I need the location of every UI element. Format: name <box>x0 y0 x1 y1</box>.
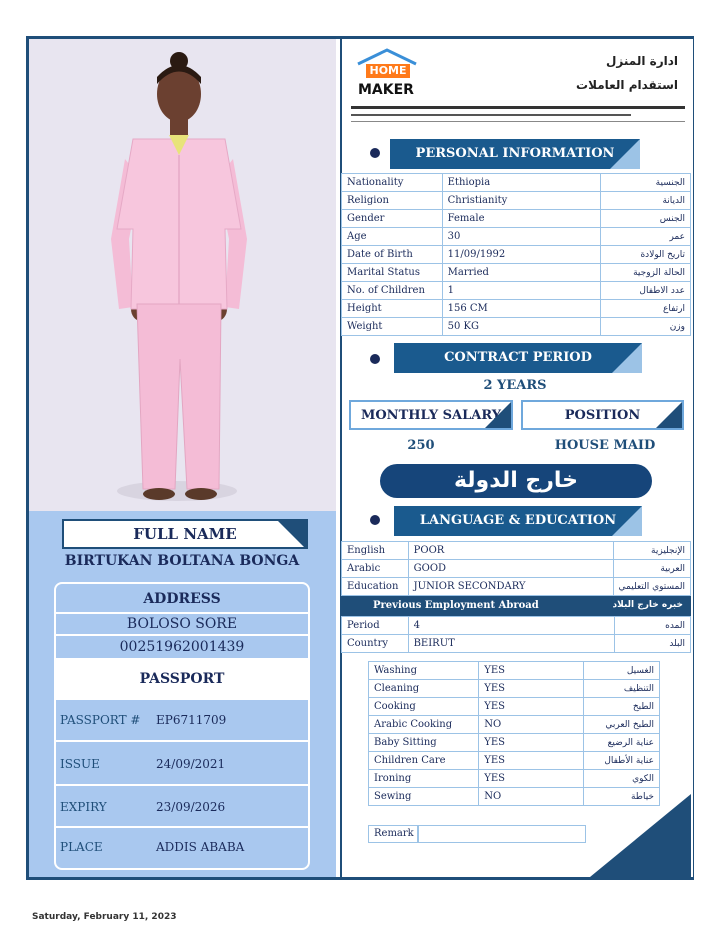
row-value: POOR <box>408 542 613 560</box>
passport-label: PASSPORT <box>56 658 308 700</box>
row-value: YES <box>479 698 583 716</box>
bullet-icon <box>370 148 380 158</box>
position-text: POSITION <box>564 408 641 423</box>
label-corner-icon <box>656 402 682 428</box>
row-label: Sewing <box>369 788 479 806</box>
previous-employment-table <box>341 616 691 653</box>
row-label-ar: البلد <box>615 635 691 653</box>
row-value: YES <box>479 680 583 698</box>
row-label-ar: الطبخ <box>583 698 659 716</box>
remark-value <box>418 825 586 843</box>
agency-name-ar: ادارة المنزل <box>606 54 678 68</box>
row-label-ar: العربية <box>613 560 690 578</box>
passport-number-value: EP6711709 <box>156 713 227 727</box>
row-value: Ethiopia <box>442 174 600 192</box>
table-row <box>342 264 691 282</box>
monthly-salary-value: 250 <box>407 438 435 453</box>
row-value: NO <box>479 788 583 806</box>
passport-issue-row <box>56 744 308 786</box>
row-label: Children Care <box>369 752 479 770</box>
row-label-ar: تاريخ الولادة <box>600 246 690 264</box>
position-value: HOUSE MAID <box>554 438 656 453</box>
row-value: Christianity <box>442 192 600 210</box>
expiry-date-value: 23/09/2026 <box>156 800 226 814</box>
previous-employment-title-ar: خبره خارج البلاد <box>612 600 683 610</box>
row-label: Marital Status <box>342 264 443 282</box>
row-label: Nationality <box>342 174 443 192</box>
expiry-date-label: EXPIRY <box>60 800 107 814</box>
table-row <box>342 542 691 560</box>
row-label-ar: عناية الأطفال <box>583 752 659 770</box>
logo-text-maker: MAKER <box>358 82 414 98</box>
row-value: GOOD <box>408 560 613 578</box>
issue-date-label: ISSUE <box>60 757 100 771</box>
row-label-ar: الجنسية <box>600 174 690 192</box>
footer-date: Saturday, February 11, 2023 <box>32 912 177 922</box>
passport-place-row <box>56 830 308 870</box>
address-line: BOLOSO SORE <box>56 612 308 634</box>
previous-employment-title: Previous Employment Abroad <box>373 600 539 611</box>
table-row <box>342 246 691 264</box>
table-row <box>369 698 660 716</box>
table-row <box>342 300 691 318</box>
header-corner-icon <box>612 506 642 536</box>
logo-text-home: HOME <box>369 64 407 77</box>
row-label: English <box>342 542 409 560</box>
row-value: 50 KG <box>442 318 600 336</box>
row-label: Ironing <box>369 770 479 788</box>
row-value: Married <box>442 264 600 282</box>
table-row <box>342 174 691 192</box>
row-label: No. of Children <box>342 282 443 300</box>
row-label: Country <box>342 635 409 653</box>
table-row <box>369 662 660 680</box>
personal-info-table <box>341 173 691 336</box>
contract-period-title: CONTRACT PERIOD <box>444 350 592 365</box>
skills-table <box>368 661 660 806</box>
row-label-ar: عناية الرضيع <box>583 734 659 752</box>
label-corner-icon <box>278 521 306 549</box>
personal-info-header <box>390 139 640 169</box>
agency-subtitle-ar: استقدام العاملات <box>576 78 678 92</box>
row-value: NO <box>479 716 583 734</box>
remark-label: Remark <box>368 825 418 843</box>
row-label: Period <box>342 617 409 635</box>
phone-number: 00251962001439 <box>56 634 308 658</box>
home-maker-logo <box>352 48 422 100</box>
table-row <box>342 635 691 653</box>
label-corner-icon <box>485 402 511 428</box>
table-row <box>342 282 691 300</box>
bullet-icon <box>370 354 380 364</box>
row-value: 30 <box>442 228 600 246</box>
place-value: ADDIS ABABA <box>156 840 245 854</box>
passport-number-label: PASSPORT # <box>60 713 141 727</box>
bullet-icon <box>370 515 380 525</box>
candidate-figure <box>29 39 336 511</box>
language-education-title: LANGUAGE & EDUCATION <box>419 513 617 528</box>
language-education-header <box>394 506 642 536</box>
row-label: Religion <box>342 192 443 210</box>
row-value: YES <box>479 662 583 680</box>
header-corner-icon <box>610 139 640 169</box>
issue-date-value: 24/09/2021 <box>156 757 226 771</box>
row-label: Age <box>342 228 443 246</box>
row-label-ar: الغسيل <box>583 662 659 680</box>
row-label-ar: الكوي <box>583 770 659 788</box>
candidate-photo <box>29 39 336 511</box>
row-label: Education <box>342 578 409 596</box>
header-corner-icon <box>612 343 642 373</box>
table-row <box>342 318 691 336</box>
row-label: Arabic Cooking <box>369 716 479 734</box>
row-label-ar: وزن <box>600 318 690 336</box>
row-label-ar: ارتفاع <box>600 300 690 318</box>
row-label-ar: خياطة <box>583 788 659 806</box>
row-value: YES <box>479 734 583 752</box>
row-label: Height <box>342 300 443 318</box>
row-label: Cooking <box>369 698 479 716</box>
table-row <box>369 716 660 734</box>
row-value: 11/09/1992 <box>442 246 600 264</box>
full-name-value: BIRTUKAN BOLTANA BONGA <box>64 553 300 569</box>
row-label: Arabic <box>342 560 409 578</box>
row-label: Gender <box>342 210 443 228</box>
row-value: Female <box>442 210 600 228</box>
row-label-ar: الجنس <box>600 210 690 228</box>
passport-expiry-row <box>56 788 308 828</box>
row-value: YES <box>479 770 583 788</box>
row-label-ar: المده <box>615 617 691 635</box>
table-row <box>369 734 660 752</box>
row-label-ar: المستوي التعليمي <box>613 578 690 596</box>
row-label-ar: الديانة <box>600 192 690 210</box>
table-row <box>369 752 660 770</box>
full-name-label: FULL NAME <box>133 525 237 543</box>
table-row <box>342 192 691 210</box>
corner-decoration-icon <box>590 794 691 877</box>
table-row <box>342 210 691 228</box>
passport-number-row <box>56 700 308 742</box>
row-label: Cleaning <box>369 680 479 698</box>
row-value: 1 <box>442 282 600 300</box>
table-row <box>342 560 691 578</box>
row-label-ar: الحالة الزوجية <box>600 264 690 282</box>
address-passport-panel <box>54 582 310 870</box>
table-row <box>342 617 691 635</box>
language-table <box>341 541 691 596</box>
table-row <box>369 770 660 788</box>
row-label-ar: عدد الاطفال <box>600 282 690 300</box>
abroad-banner: خارج الدولة <box>380 464 652 498</box>
monthly-salary-text: MONTHLY SALARY <box>360 408 502 423</box>
table-row <box>342 578 691 596</box>
contract-period-header <box>394 343 642 373</box>
full-name-label-box <box>62 519 308 549</box>
monthly-salary-label <box>349 400 513 430</box>
personal-info-title: PERSONAL INFORMATION <box>415 146 615 161</box>
row-label: Washing <box>369 662 479 680</box>
row-value: JUNIOR SECONDARY <box>408 578 613 596</box>
row-value: BEIRUT <box>408 635 615 653</box>
row-value: YES <box>479 752 583 770</box>
row-label: Weight <box>342 318 443 336</box>
row-value: 4 <box>408 617 615 635</box>
position-label <box>521 400 684 430</box>
previous-employment-header <box>341 596 691 616</box>
row-label: Date of Birth <box>342 246 443 264</box>
table-row <box>342 228 691 246</box>
row-label-ar: الطبخ العربي <box>583 716 659 734</box>
row-label-ar: الإنجليزية <box>613 542 690 560</box>
row-label: Baby Sitting <box>369 734 479 752</box>
row-label-ar: التنظيف <box>583 680 659 698</box>
place-label: PLACE <box>60 840 103 854</box>
table-row <box>369 680 660 698</box>
contract-period-value: 2 YEARS <box>483 378 547 393</box>
row-value: 156 CM <box>442 300 600 318</box>
row-label-ar: عمر <box>600 228 690 246</box>
address-label: ADDRESS <box>143 591 221 607</box>
